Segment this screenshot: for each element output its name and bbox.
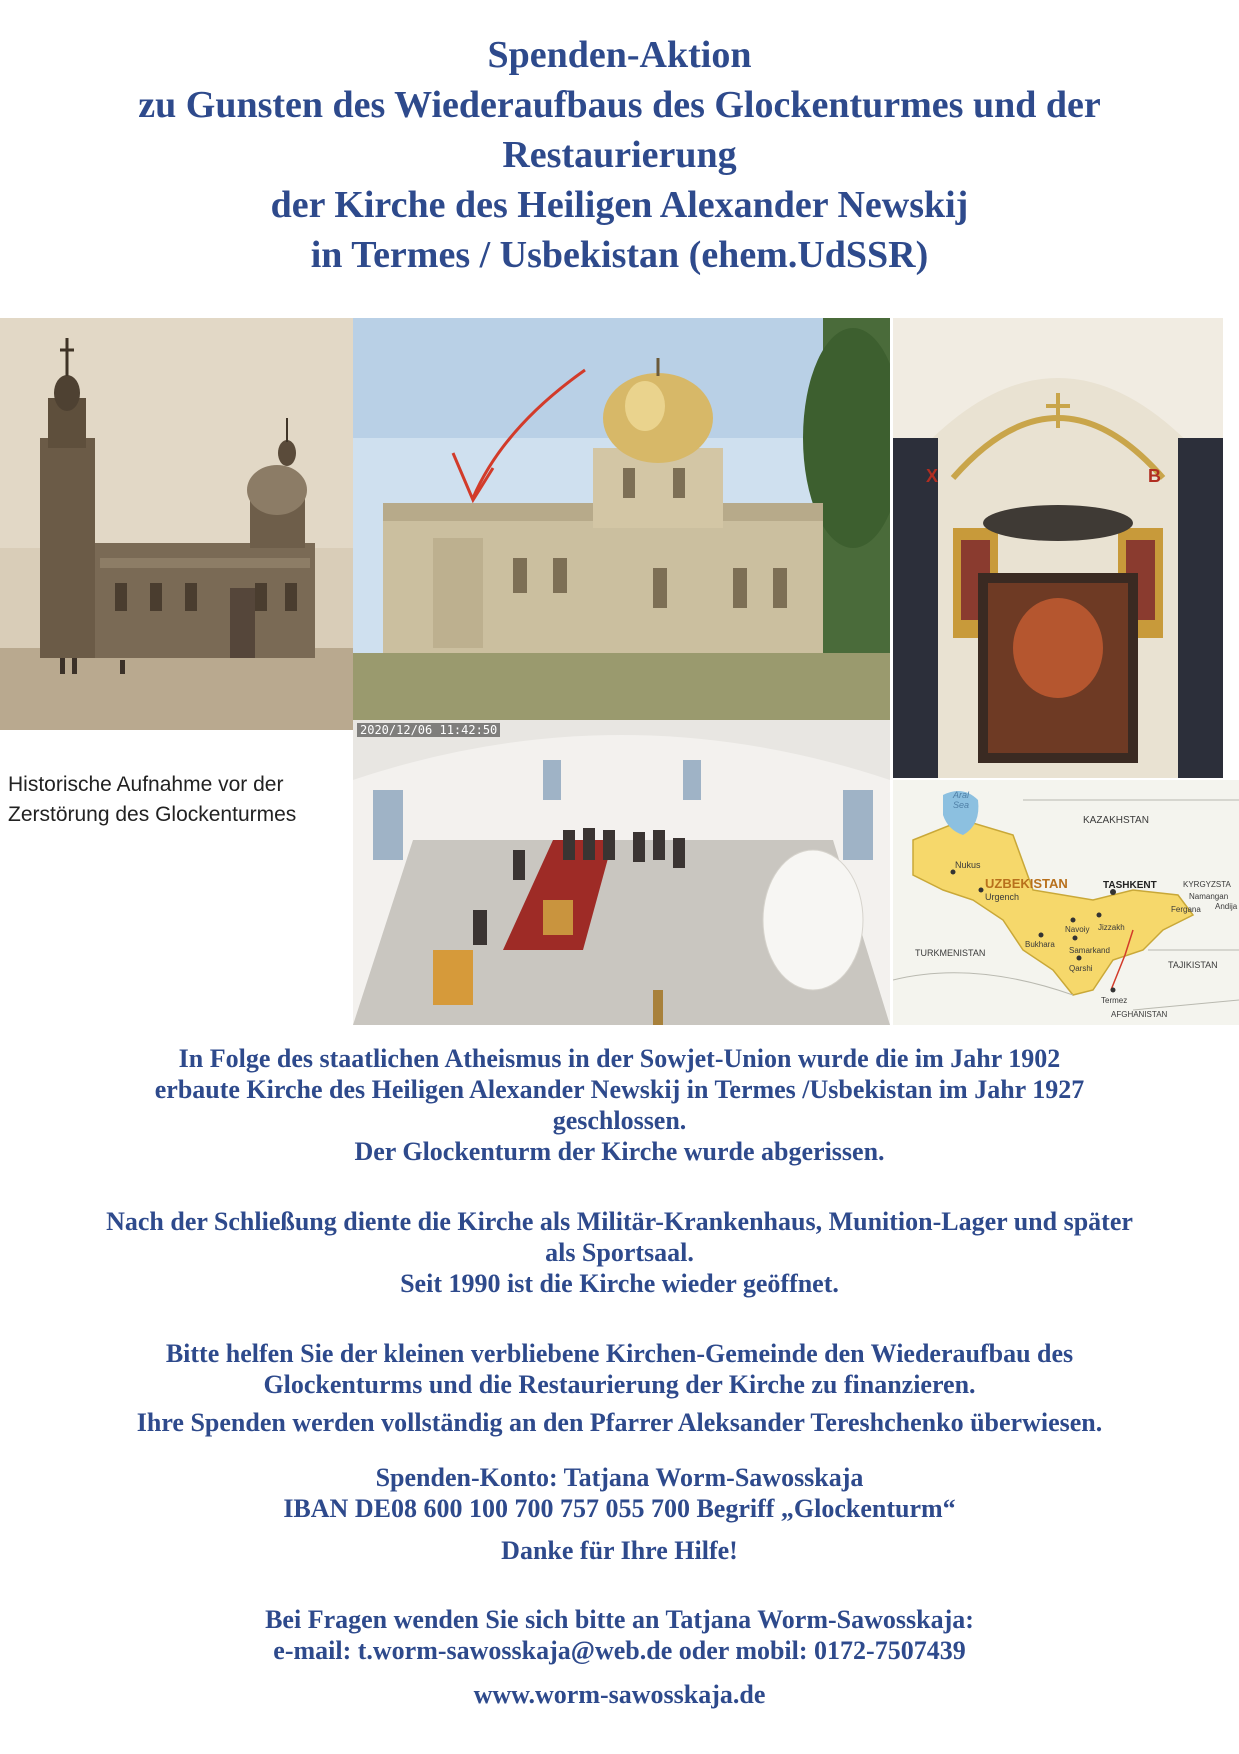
altar-letter-x: X: [926, 466, 939, 486]
map-label-bukhara: Bukhara: [1025, 940, 1055, 949]
map-label-tajikistan: TAJIKISTAN: [1168, 960, 1218, 970]
iconostasis-photo: [893, 318, 1223, 778]
map-label-kyrgyzstan: KYRGYZSTA: [1183, 880, 1231, 889]
title-line-1: Spenden-Aktion: [487, 34, 752, 76]
map-label-turkmenistan: TURKMENISTAN: [915, 948, 986, 958]
paragraph-history: [0, 1043, 1239, 1167]
map-label-uzbekistan: UZBEKISTAN: [985, 876, 1068, 891]
church-exterior-photo: [353, 318, 890, 720]
map-label-jizzakh: Jizzakh: [1098, 923, 1125, 932]
para2-line-3: Seit 1990 ist die Kirche wieder geöffnet.: [400, 1269, 839, 1298]
thanks-text: Danke für Ihre Hilfe!: [501, 1536, 738, 1565]
title-line-2: zu Gunsten des Wiederaufbaus des Glockenturmes und der: [138, 84, 1101, 126]
historic-church-photo: [0, 318, 353, 730]
map-label-afghanistan: AFGHANISTAN: [1111, 1010, 1168, 1019]
map-label-namangan: Namangan: [1189, 892, 1229, 901]
paragraph-usage: [0, 1206, 1239, 1299]
caption-line-1: Historische Aufnahme vor der: [8, 773, 284, 796]
para2-line-1: Nach der Schließung diente die Kirche als Militär-Krankenhaus, Munition-Lager und später: [106, 1207, 1133, 1236]
caption-line-2: Zerstörung des Glockenturmes: [8, 803, 297, 826]
church-interior-photo: [353, 720, 890, 1025]
page-title: [0, 30, 1239, 280]
historic-photo-caption: [8, 770, 348, 830]
para3-line-2: Glockenturms und die Restaurierung der Kirche zu finanzieren.: [263, 1370, 976, 1399]
para1-line-3: geschlossen.: [552, 1106, 687, 1135]
title-line-4: der Kirche des Heiligen Alexander Newskij: [270, 184, 969, 226]
map-label-sea: Sea: [953, 800, 970, 810]
map-label-urgench: Urgench: [985, 892, 1020, 902]
email-phone-line[interactable]: e-mail: t.worm-sawosskaja@web.de oder mobil: 0172-7507439: [273, 1636, 966, 1665]
paragraph-appeal: [0, 1338, 1239, 1400]
map-label-aral: Aral: [953, 790, 970, 800]
website-link[interactable]: www.worm-sawosskaja.de: [473, 1680, 766, 1709]
para1-line-2: erbaute Kirche des Heiligen Alexander Newskij in Termes /Usbekistan im Jahr 1927: [154, 1075, 1085, 1104]
donation-account: [0, 1462, 1239, 1524]
para1-line-4: Der Glockenturm der Kirche wurde abgerissen.: [354, 1137, 885, 1166]
contact-line: Bei Fragen wenden Sie sich bitte an Tatjana Worm-Sawosskaja:: [265, 1605, 974, 1634]
map-label-nukus: Nukus: [955, 860, 981, 870]
account-line: Spenden-Konto: Tatjana Worm-Sawosskaja: [375, 1463, 864, 1492]
map-label-fergana: Fergana: [1171, 905, 1201, 914]
map-label-andijan: Andija: [1215, 902, 1238, 911]
title-line-3: Restaurierung: [502, 134, 737, 176]
para1-line-1: In Folge des staatlichen Atheismus in der Sowjet-Union wurde die im Jahr 1902: [178, 1044, 1061, 1073]
uzbekistan-map: [893, 780, 1239, 1025]
para4-line: Ihre Spenden werden vollständig an den Pfarrer Aleksander Tereshchenko überwiesen.: [136, 1408, 1103, 1437]
thanks-line: [0, 1535, 1239, 1566]
map-label-navoiy: Navoiy: [1065, 925, 1090, 934]
contact-block: [0, 1604, 1239, 1666]
map-label-qarshi: Qarshi: [1069, 964, 1093, 973]
iban-line: IBAN DE08 600 100 700 757 055 700 Begriff „Glockenturm“: [283, 1494, 956, 1523]
paragraph-transfer: [0, 1407, 1239, 1438]
map-label-tashkent: TASHKENT: [1103, 880, 1157, 891]
para2-line-2: als Sportsaal.: [545, 1238, 694, 1267]
camera-timestamp: 2020/12/06 11:42:50: [357, 723, 500, 737]
altar-letter-b: B: [1148, 466, 1161, 486]
map-label-samarkand: Samarkand: [1069, 946, 1110, 955]
map-label-kazakhstan: KAZAKHSTAN: [1083, 815, 1149, 826]
para3-line-1: Bitte helfen Sie der kleinen verbliebene Kirchen-Gemeinde den Wiederaufbau des: [165, 1339, 1074, 1368]
website-block: [0, 1679, 1239, 1710]
title-line-5: in Termes / Usbekistan (ehem.UdSSR): [310, 234, 929, 276]
map-label-termez: Termez: [1101, 996, 1128, 1005]
